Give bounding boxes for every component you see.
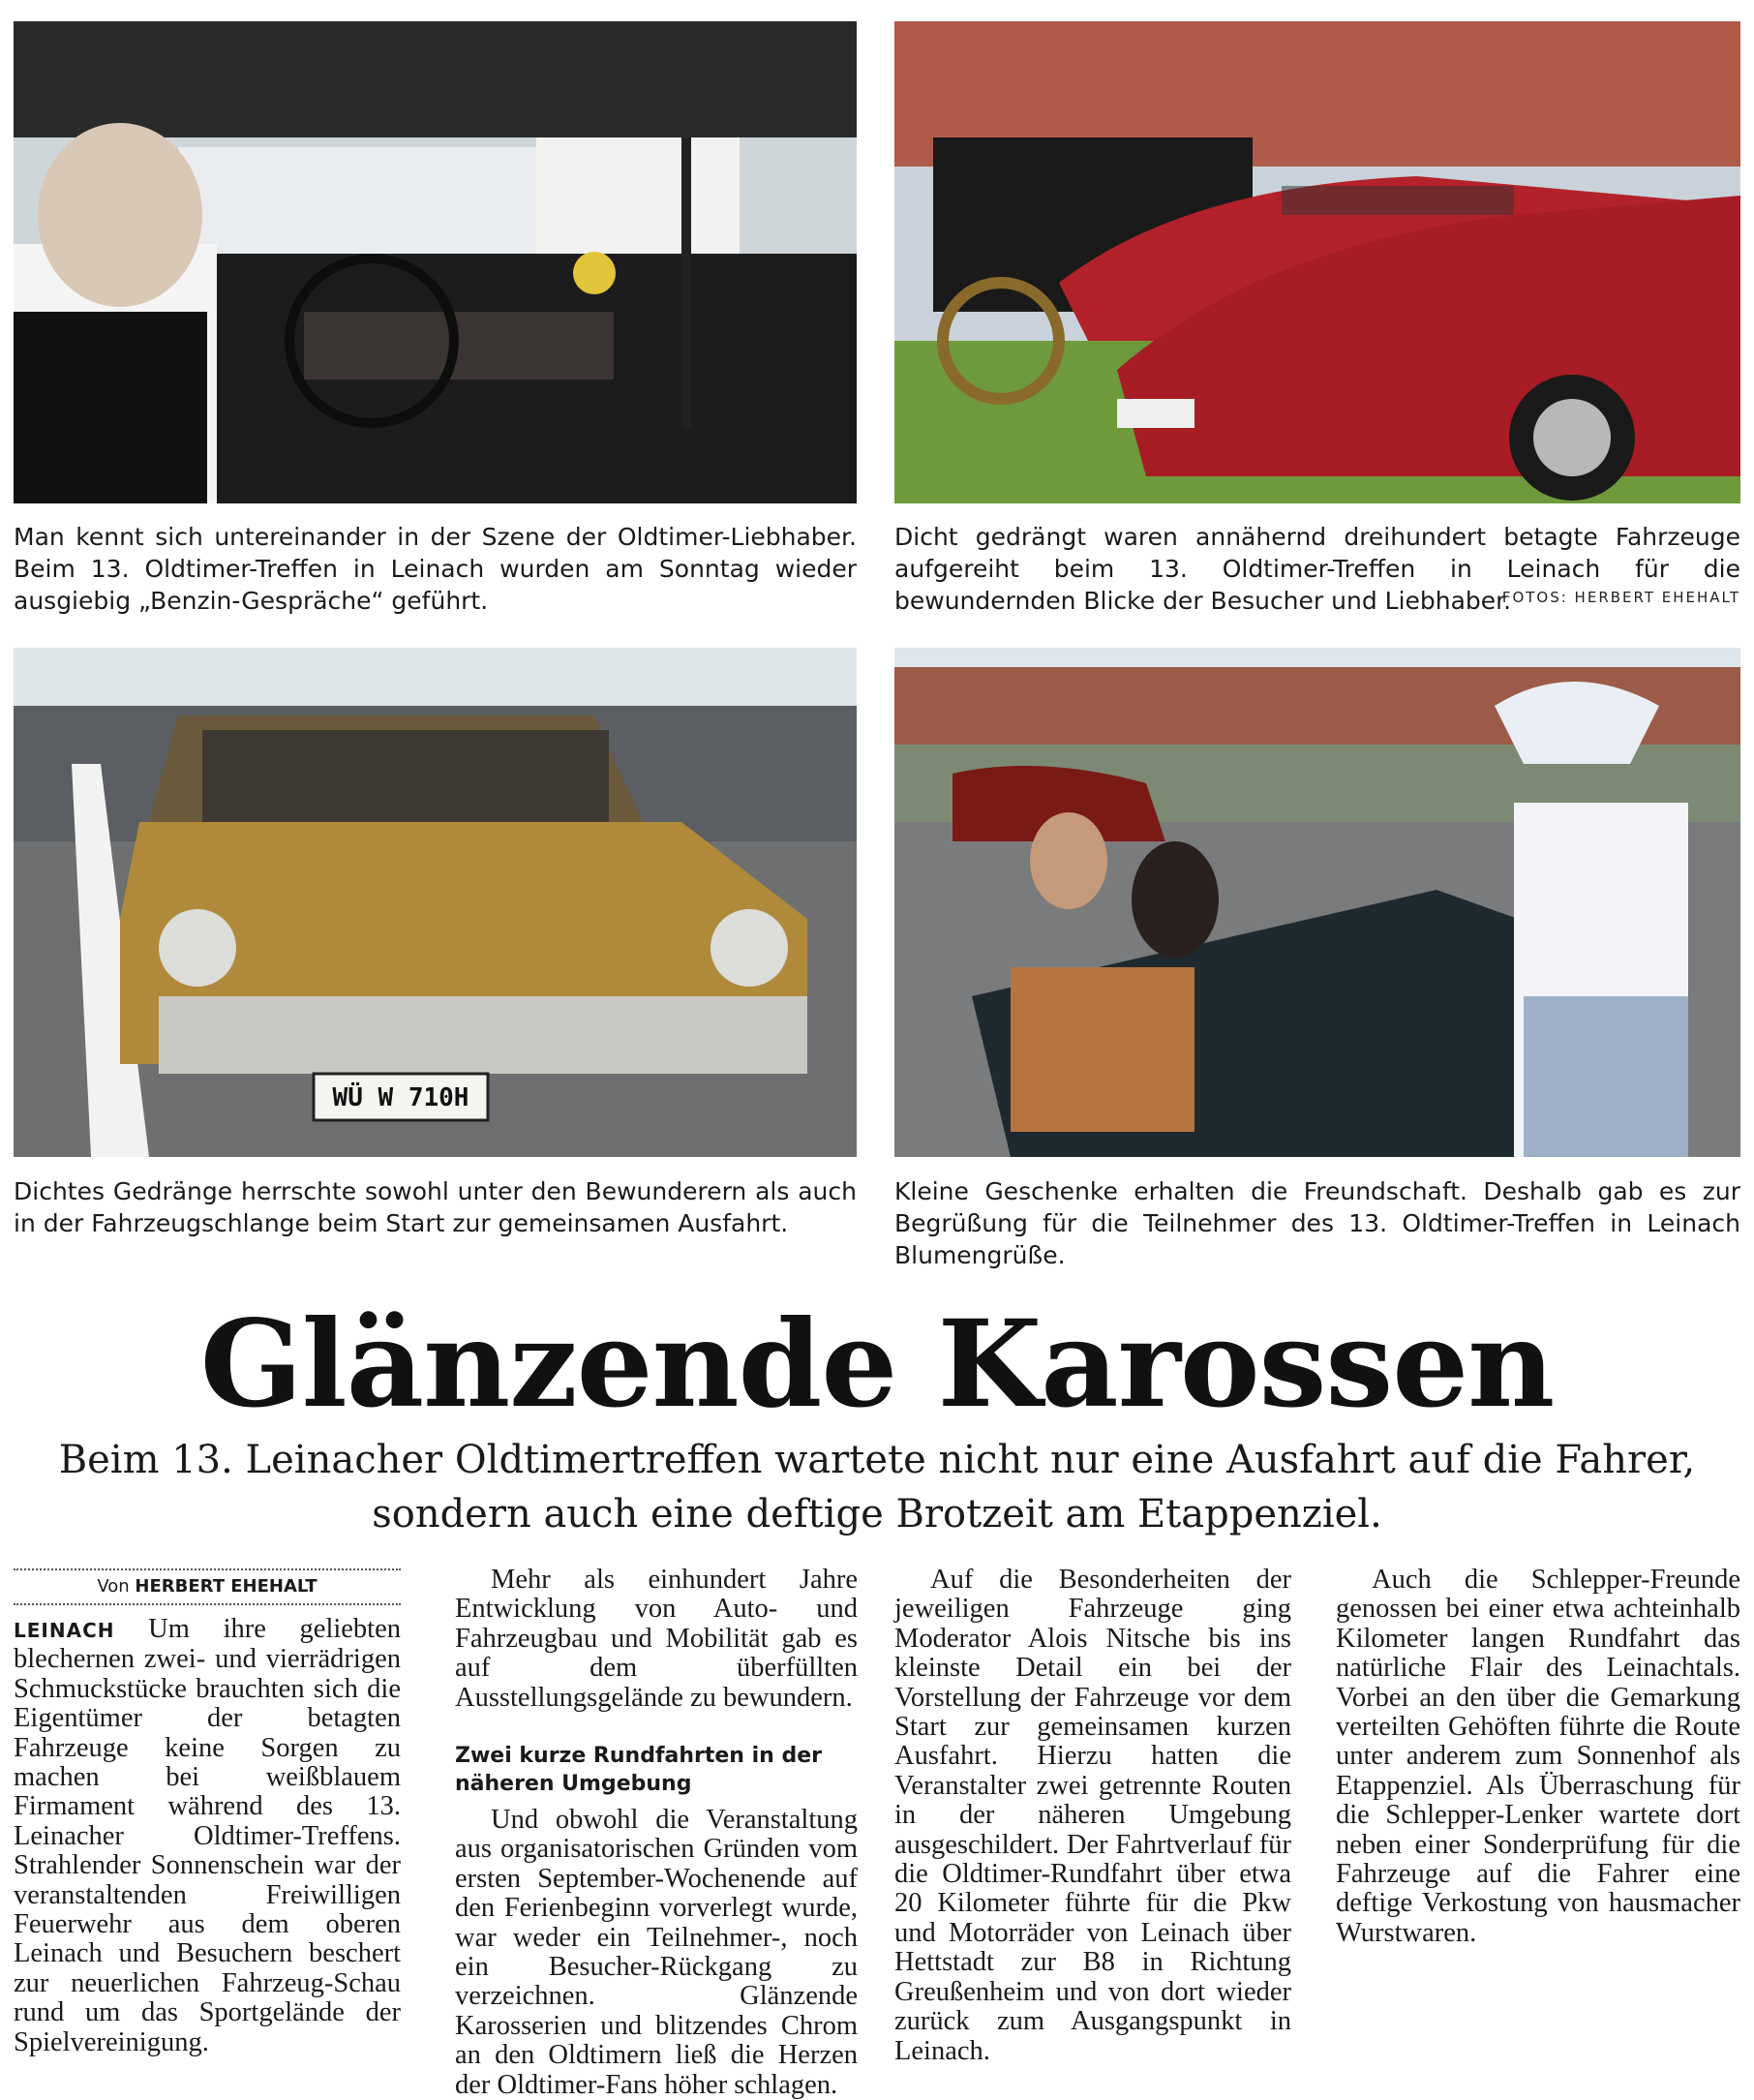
- photo-credit: FOTOS: HERBERT EHEHALT: [1501, 589, 1740, 606]
- paragraph-4: Auf die Besonderheiten der jeweiligen Fahrzeuge ging Moderator Alois Nitsche bis ins kleinste Detail ein bei der Vorstellung der Fahrzeuge vor dem Start zur gemeinsamen kurzen Ausfahrt. Hierzu hatten die Veranstalter zwei getrennte Routen in der näheren Umgebung ausgeschildert. Der Fahrtverlauf für die Oldtimer-Rundfahrt über etwa 20 Kilometer führte für die Pkw und Motorräder von Leinach über Hettstadt zur B8 in Richtung Greußenheim und von dort wieder zurück zum Ausgangspunkt in Leinach.: [894, 1565, 1291, 2066]
- article-column-3: [894, 1566, 1291, 2066]
- paragraph-5: Auch die Schlepper-Freunde genossen bei einer etwa achteinhalb Kilometer langen Rundfahrt das natürliche Flair des Leinachtals. Vorbei an den über die Gemarkung verteilten Gehöften führte die Route unter anderem zum Sonnenhof als Etappenziel. Als Überraschung für die Schlepper-Lenker wartete dort neben einer Sonderprüfung für die Fahrzeuge auf die Fahrer eine deftige Verkostung von hausmacher Wurstwaren.: [1336, 1565, 1740, 1948]
- paragraph-1-text: Um ihre geliebten blechernen zwei- und vierrädrigen Schmuckstücke brauchten sich die Eigentümer der betagten Fahrzeuge keine Sorgen zu machen bei weißblauem Firmament während des 13. Leinacher Oldtimer-Treffens. Strahlender Sonnenschein war der veranstaltenden Freiwilligen Feuerwehr aus dem oberen Leinach und Besuchern beschert zur neuerlichen Fahrzeug-Schau rund um das Sportgelände der Spielvereinigung.: [14, 1614, 402, 2057]
- caption-3: Dichtes Gedränge herrschte sowohl unter den Bewunderern als auch in der Fahrzeugschlange beim Start zur gemeinsamen Ausfahrt.: [14, 1177, 857, 1237]
- license-plate: WÜ W 710H: [332, 1083, 469, 1112]
- photo-gold-car: [14, 648, 857, 1157]
- photo-car-interior: [14, 21, 857, 503]
- article-column-4: [1336, 1566, 1740, 1948]
- photo-car-interior-image: [14, 21, 857, 503]
- paragraph-2: Mehr als einhundert Jahre Entwicklung von Auto- und Fahrzeugbau und Mobilität gab es auf dem überfüllten Ausstellungsgelände zu bewundern.: [455, 1565, 858, 1713]
- paragraph-1: [14, 1615, 401, 2057]
- photo-red-cars-image: [894, 21, 1740, 503]
- article-column-2: [455, 1566, 858, 2100]
- byline-author: HERBERT EHEHALT: [135, 1576, 318, 1597]
- article-subheadline: Beim 13. Leinacher Oldtimertreffen wartete nicht nur eine Ausfahrt auf die Fahrer, sondern auch eine deftige Brotzeit am Etappenziel.: [58, 1438, 1696, 1537]
- photo-gold-car-image: [14, 648, 857, 1157]
- article-column-1: [14, 1568, 401, 2057]
- byline: [14, 1568, 401, 1605]
- caption-2: Dicht gedrängt waren annähernd dreihundert betagte Fahrzeuge aufgereiht beim 13. Oldtimer-Treffen in Leinach für die bewundernden Blicke der Besucher und Liebhaber.: [894, 523, 1740, 615]
- article-subtitle: Zwei kurze Rundfahrten in der näheren Umgebung: [455, 1744, 823, 1797]
- caption-4: Kleine Geschenke erhalten die Freundschaft. Deshalb gab es zur Begrüßung für die Teilnehmer des 13. Oldtimer-Treffen in Leinach Blumengrüße.: [894, 1177, 1740, 1269]
- paragraph-3: Und obwohl die Veranstaltung aus organisatorischen Gründen vom ersten September-Wochenende auf den Ferienbeginn vorverlegt wurde, war weder ein Teilnehmer-, noch ein Besucher-Rückgang zu verzeichnen. Glänzende Karosserien und blitzendes Chrom an den Oldtimern ließ die Herzen der Oldtimer-Fans höher schlagen.: [455, 1805, 858, 2100]
- caption-1: Man kennt sich untereinander in der Szene der Oldtimer-Liebhaber. Beim 13. Oldtimer-Treffen in Leinach wurden am Sonntag wieder ausgiebig „Benzin-Gespräche“ geführt.: [14, 523, 857, 615]
- byline-prefix: Von: [97, 1576, 130, 1597]
- dateline: LEINACH: [14, 1619, 115, 1642]
- photo-convertible-image: [894, 648, 1740, 1157]
- article-headline: Glänzende Karossen: [199, 1294, 1555, 1435]
- photo-red-cars: [894, 21, 1740, 503]
- photo-convertible: [894, 648, 1740, 1157]
